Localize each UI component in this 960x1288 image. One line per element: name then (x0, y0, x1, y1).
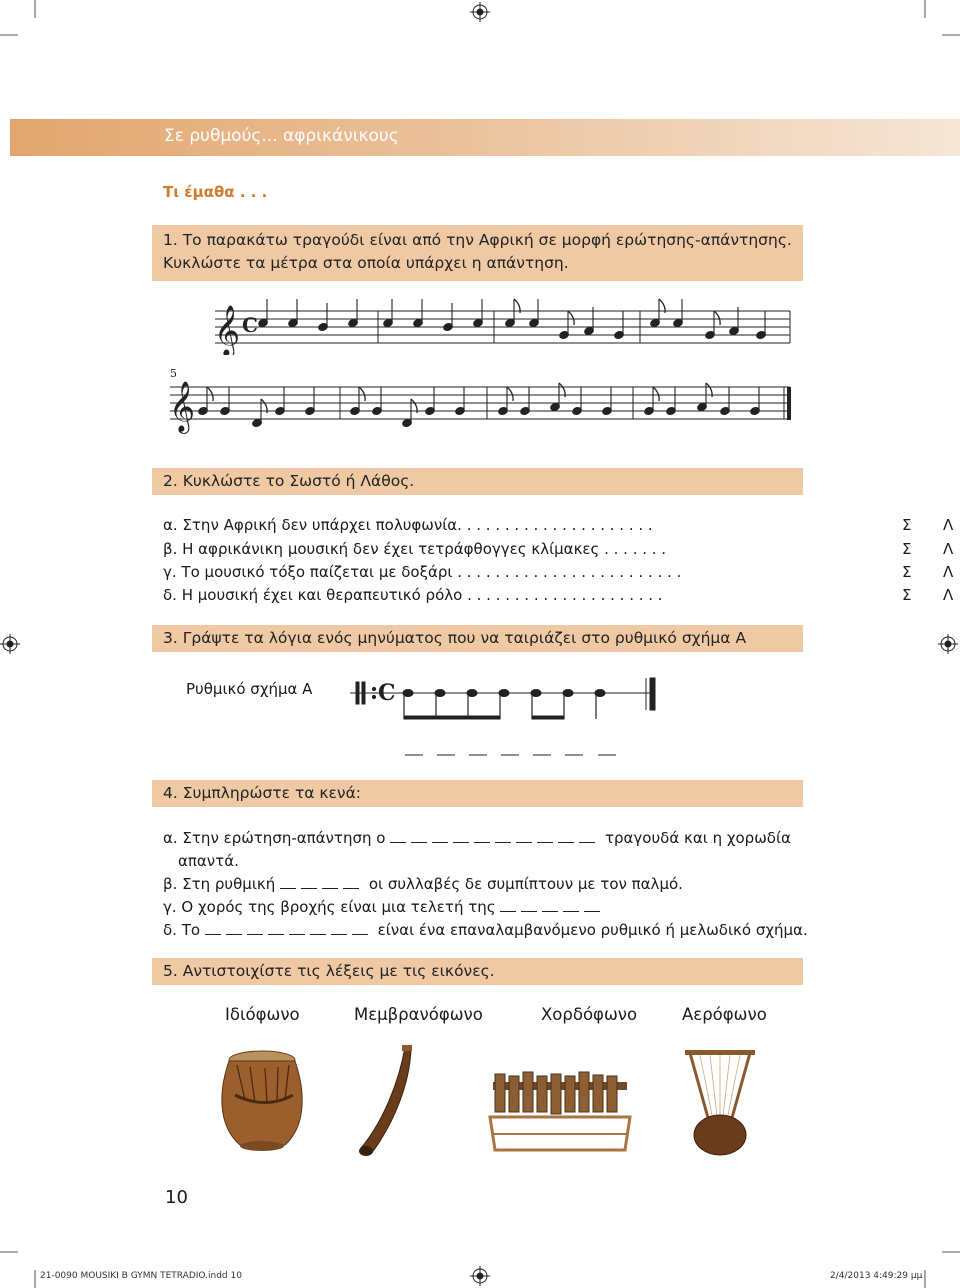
fill-blank[interactable] (205, 921, 378, 939)
note-flag (507, 387, 513, 401)
note-flag (359, 387, 365, 401)
rhythm-pattern-a (350, 672, 670, 727)
music-score-line-1 (200, 295, 800, 355)
svg-text:C: C (378, 680, 396, 706)
svg-text:𝄞: 𝄞 (169, 381, 196, 432)
true-false-item: β. Η αφρικάνικη μουσική δεν έχει τετράφθογγες κλίμακες . . . . . . . Σ Λ (163, 540, 954, 558)
false-option[interactable]: Λ (943, 516, 954, 534)
fill-item-d: δ. Το είναι ένα επαναλαμβανόμενο ρυθμικό ή μελωδικό σχήμα. (163, 921, 808, 939)
footer-file-info: 21-0090 MOUSIKI B GYMN TETRADIO.indd 10 (40, 1271, 242, 1281)
false-option[interactable]: Λ (943, 540, 954, 558)
fill-item-b: β. Στη ρυθμική οι συλλαβές δε συμπίπτουν με τον παλμό. (163, 875, 683, 893)
false-option[interactable]: Λ (943, 586, 954, 604)
question-2-box (152, 468, 803, 495)
rhythm-label: Ρυθμικό σχήμα Α (186, 680, 313, 698)
true-option[interactable]: Σ (902, 516, 912, 534)
note-flag (653, 387, 659, 401)
fill-item-a-cont: απαντά. (178, 852, 239, 870)
rhythm-beam (404, 716, 500, 719)
note-flag (568, 311, 574, 325)
question-3-box (152, 625, 803, 652)
question-5-title: 5. Αντιστοιχίστε τις λέξεις με τις εικόνες. (163, 962, 495, 980)
note-flag (207, 387, 213, 401)
registration-mark-right-icon (938, 634, 958, 654)
measure-number: 5 (170, 367, 177, 380)
page-number: 10 (165, 1187, 188, 1208)
registration-mark-left-icon (0, 634, 20, 654)
word-idiophone: Ιδιόφωνο (225, 1005, 300, 1024)
question-4-title: 4. Συμπληρώστε τα κενά: (163, 784, 362, 802)
rhythm-beam (532, 716, 564, 719)
question-1-line-1: 1. Το παρακάτω τραγούδι είναι από την Αφρική σε μορφή ερώτησης-απάντησης. (163, 231, 792, 249)
music-score-line-2 (165, 365, 800, 465)
registration-mark-top-icon (470, 2, 490, 22)
question-1-line-2: Κυκλώστε τα μέτρα στα οποία υπάρχει η απάντηση. (163, 254, 569, 272)
registration-mark-bottom-icon (470, 1266, 490, 1286)
word-membranophone: Μεμβρανόφωνο (354, 1005, 483, 1024)
true-option[interactable]: Σ (902, 586, 912, 604)
true-option[interactable]: Σ (902, 563, 912, 581)
false-option[interactable]: Λ (943, 563, 954, 581)
fill-item-a: α. Στην ερώτηση-απάντηση ο τραγουδά και η χορωδία (163, 829, 791, 847)
footer-timestamp: 2/4/2013 4:49:29 μμ (830, 1271, 923, 1281)
fill-item-c: γ. Ο χορός της βροχής είναι μια τελετή της (163, 898, 605, 916)
drum-image (215, 1045, 310, 1155)
true-false-item: γ. Το μουσικό τόξο παίζεται με δοξάρι . . . . . . . . . . . . . . . . . . . . . . . . Σ Λ (163, 563, 954, 581)
time-signature: C (242, 313, 258, 337)
true-false-item: α. Στην Αφρική δεν υπάρχει πολυφωνία. . . . . . . . . . . . . . . . . . . . . Σ Λ (163, 516, 954, 534)
word-chordophone: Χορδόφωνο (541, 1005, 638, 1024)
question-1-box (152, 225, 803, 281)
true-false-item: δ. Η μουσική έχει και θεραπευτικό ρόλο . . . . . . . . . . . . . . . . . . . . . Σ Λ (163, 586, 954, 604)
fill-blank[interactable] (500, 898, 605, 916)
section-subtitle: Τι έμαθα . . . (163, 183, 268, 201)
fill-blank[interactable] (280, 875, 369, 893)
chapter-banner (10, 119, 960, 156)
xylophone-image (485, 1062, 635, 1157)
question-2-title: 2. Κυκλώστε το Σωστό ή Λάθος. (163, 472, 415, 490)
harp-image (680, 1040, 760, 1165)
true-option[interactable]: Σ (902, 540, 912, 558)
answer-blanks[interactable] (403, 750, 623, 760)
horn-image (355, 1042, 425, 1162)
question-3-title: 3. Γράψτε τα λόγια ενός μηνύματος που να ταιριάζει στο ρυθμικό σχήμα Α (163, 629, 747, 647)
fill-blank[interactable] (390, 829, 605, 847)
svg-text:𝄞: 𝄞 (214, 305, 241, 355)
chapter-title: Σε ρυθμούς... αφρικάνικους (164, 126, 399, 146)
question-4-box (152, 780, 803, 807)
word-aerophone: Αερόφωνο (682, 1005, 767, 1024)
note-flag (714, 311, 720, 325)
question-5-box (152, 958, 803, 985)
